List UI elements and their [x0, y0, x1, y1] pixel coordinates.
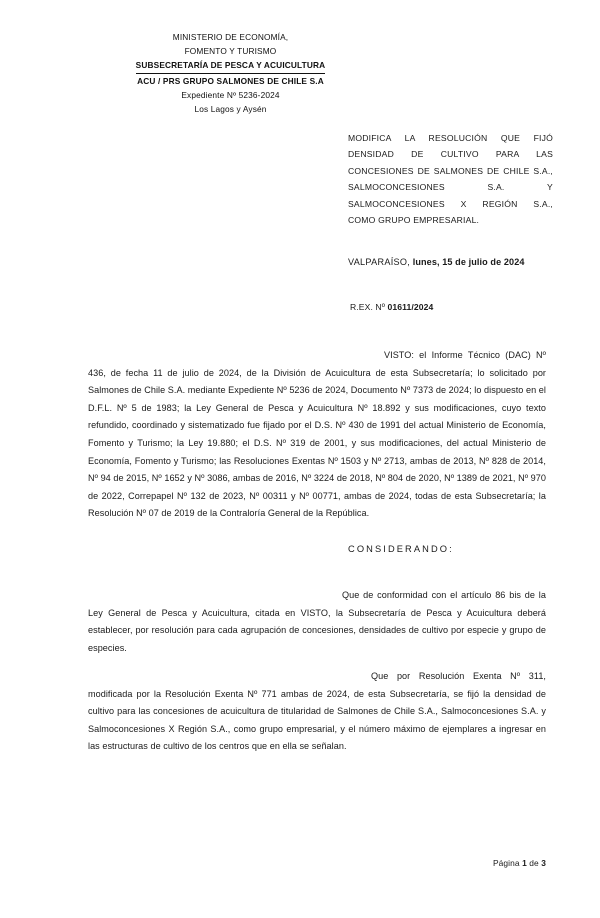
letterhead-ministry-line2: FOMENTO Y TURISMO: [184, 46, 277, 57]
title-line-1: MODIFICA LA RESOLUCIÓN QUE FIJÓ: [348, 133, 553, 143]
title-line-6: COMO GRUPO EMPRESARIAL.: [348, 215, 480, 226]
footer-current-page: 1: [522, 858, 527, 868]
letterhead-expediente: Expediente Nº 5236-2024: [181, 89, 280, 100]
place-date-value: lunes, 15 de julio de 2024: [412, 257, 525, 267]
letterhead-subsecretaria-text: SUBSECRETARÍA DE PESCA Y ACUICULTURA: [136, 58, 326, 73]
considerando-paragraph-2: Que por Resolución Exenta Nº 311, modificada por la Resolución Exenta Nº 771 ambas de 2024, de esta Subsecretaría, se fijó la densidad de cultivo para las concesiones de acuicultura de titularidad de Salmones de Chile S.A., Salmoconcesiones S.A. y Salmoconcesiones X Región S.A., como grupo empresarial, y el número máximo de ejemplares a ingresar en las estructuras de cultivo de los centros que en ella se señalan.: [88, 671, 546, 752]
letterhead-applicant: ACU / PRS GRUPO SALMONES DE CHILE S.A: [137, 75, 324, 86]
place-and-date: [348, 257, 558, 267]
document-title-block: [348, 130, 553, 228]
page-footer: [0, 858, 546, 868]
considerando-paragraph-1: Que de conformidad con el artículo 86 bis de la Ley General de Pesca y Acuicultura, citada en VISTO, la Subsecretaría de Pesca y Acuicultura deberá establecer, por resolución para cada agrupación de concesiones, densidades de cultivo por especie y grupo de especies.: [88, 590, 546, 653]
letterhead-regions: Los Lagos y Aysén: [194, 104, 267, 115]
footer-middle: de: [529, 858, 539, 868]
title-line-2: DENSIDAD DE CULTIVO PARA LAS: [348, 149, 553, 160]
visto-paragraph: VISTO: el Informe Técnico (DAC) Nº 436, de fecha 11 de julio de 2024, de la División de Acuicultura de esta Subsecretaría; lo solicitado por Salmones de Chile S.A. mediante Expediente Nº 5236 de 2024, Documento Nº 7373 de 2024; lo dispuesto en el D.F.L. Nº 5 de 1983; la Ley General de Pesca y Acuicultura Nº 18.892 y sus modificaciones, cuyo texto refundido, coordinado y sistematizado fue fijado por el D.S. Nº 430 de 1991 del actual Ministerio de Economía, Fomento y Turismo; la Ley 19.880; el D.S. Nº 319 de 2001, y sus modificaciones, del actual Ministerio de Economía, Fomento y Turismo; las Resoluciones Exentas Nº 1503 y Nº 2713, ambas de 2013, Nº 828 de 2014, Nº 94 de 2015, Nº 1652 y Nº 3086, ambas de 2016, Nº 3224 de 2018, Nº 804 de 2020, Nº 1389 de 2021, Nº 970 de 2022, Correpapel Nº 132 de 2023, Nº 00311 y Nº 00771, ambas de 2024, todas de esta Subsecretaría; la Resolución Nº 07 de 2019 de la Contraloría General de la República.: [88, 350, 546, 519]
letterhead-ministry-line1: MINISTERIO DE ECONOMÍA,: [172, 32, 289, 42]
letterhead: [88, 30, 373, 116]
letterhead-subsecretaria: [88, 58, 373, 73]
title-line-4: SALMOCONCESIONES S.A. Y: [348, 182, 553, 193]
title-line-5: SALMOCONCESIONES X REGIÓN S.A.,: [348, 198, 553, 209]
resolution-number: [350, 302, 433, 312]
place-city: VALPARAÍSO,: [348, 257, 411, 267]
title-line-3: CONCESIONES DE SALMONES DE CHILE S.A.,: [348, 165, 553, 176]
resolution-number-value: 01611/2024: [387, 302, 434, 312]
considerando-heading: CONSIDERANDO:: [348, 544, 454, 554]
resolution-number-prefix: R.EX. Nº: [350, 302, 385, 312]
footer-total-pages: 3: [541, 858, 546, 868]
footer-prefix: Página: [492, 858, 520, 868]
